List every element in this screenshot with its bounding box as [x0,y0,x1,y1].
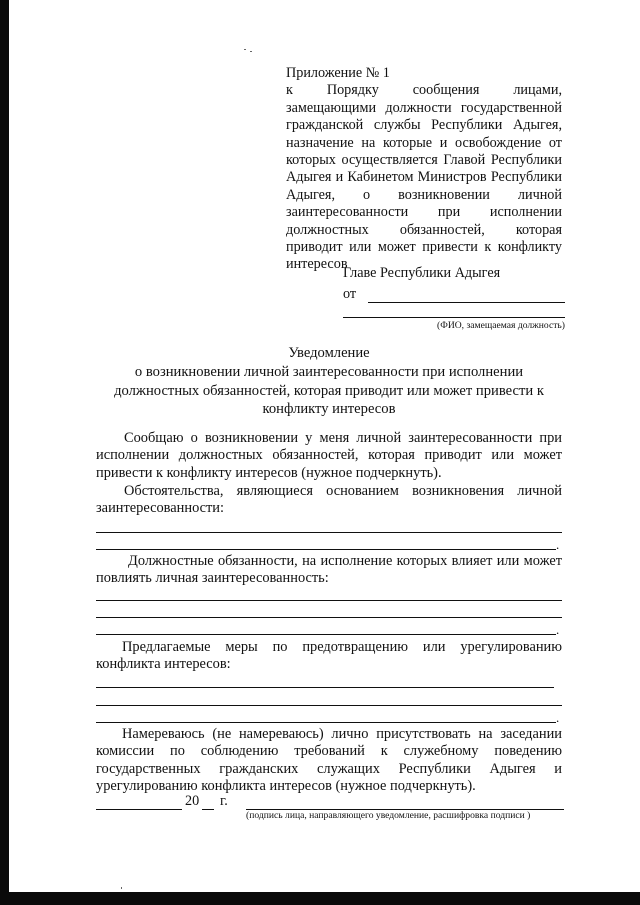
paragraph-circumstances: Обстоятельства, являющиеся основанием возникновения личной заинтересованности: [96,483,562,517]
appendix-number: Приложение № 1 [286,65,390,81]
notice-heading: Уведомление [288,345,370,361]
scan-speck [244,49,246,50]
paragraph-report: Сообщаю о возникновении у меня личной заинтересованности при исполнении должностных обязанностей, которая приводит или может привести к конфликту интересов (нужное подчеркнуть). [96,430,562,481]
from-field[interactable] [368,288,565,303]
year-prefix: 20 [185,793,200,809]
signature-hint: (подпись лица, направляющего уведомление, расшифровка подписи ) [246,810,531,821]
line-end-dot: . [556,710,560,725]
circumstances-line-2[interactable] [96,549,556,550]
addressee-block [343,264,565,331]
measures-line-1[interactable] [96,687,554,688]
from-row [343,286,565,303]
duties-line-3[interactable] [96,634,556,635]
appendix-header [286,65,562,274]
date-day-month-field[interactable] [96,809,182,810]
scan-speck [121,887,122,889]
paragraph-duties: Должностные обязанности, на исполнение которых влияет или может повлиять личная заинтересованность: [96,553,562,587]
year-suffix: г. [220,793,228,809]
from-label: от [343,286,357,302]
addressee-hint: (ФИО, замещаемая должность) [437,320,565,331]
line-end-dot: . [556,622,560,637]
year-field[interactable] [202,809,214,810]
paragraph-measures: Предлагаемые меры по предотвращению или урегулированию конфликта интересов: [96,639,562,673]
notice-title [96,344,562,419]
position-field[interactable] [343,317,565,318]
scan-border-bottom [0,892,640,905]
duties-line-2[interactable] [96,617,562,618]
paragraph-attendance: Намереваюсь (не намереваюсь) лично присутствовать на заседании комиссии по соблюдению требований к служебному поведению государственных гражданских служащих Республики Адыгея и урегулированию конфликта интересов (нужное подчеркнуть). [96,726,562,795]
circumstances-line-1[interactable] [96,532,562,533]
addressee-to: Главе Республики Адыгея [343,265,501,281]
scan-speck [250,51,252,52]
line-end-dot: . [556,537,560,552]
scan-border-left [0,0,9,905]
duties-line-1[interactable] [96,600,562,601]
notice-subtitle: о возникновении личной заинтересованности при исполнении должностных обязанностей, которая приводит или может привести к конфликту интересов [114,364,544,418]
measures-line-3[interactable] [96,722,556,723]
measures-line-2[interactable] [96,705,562,706]
appendix-text: к Порядку сообщения лицами, замещающими должности государственной гражданской службы Республики Адыгея, назначение на которые и освобождение от которых осуществляется Главой Республики Адыгея и Кабинетом Министров Республики Адыгея, о возникновении личной заинтересованности при исполнении должностных обязанностей, которая приводит или может привести к конфликту интересов [286,82,562,273]
